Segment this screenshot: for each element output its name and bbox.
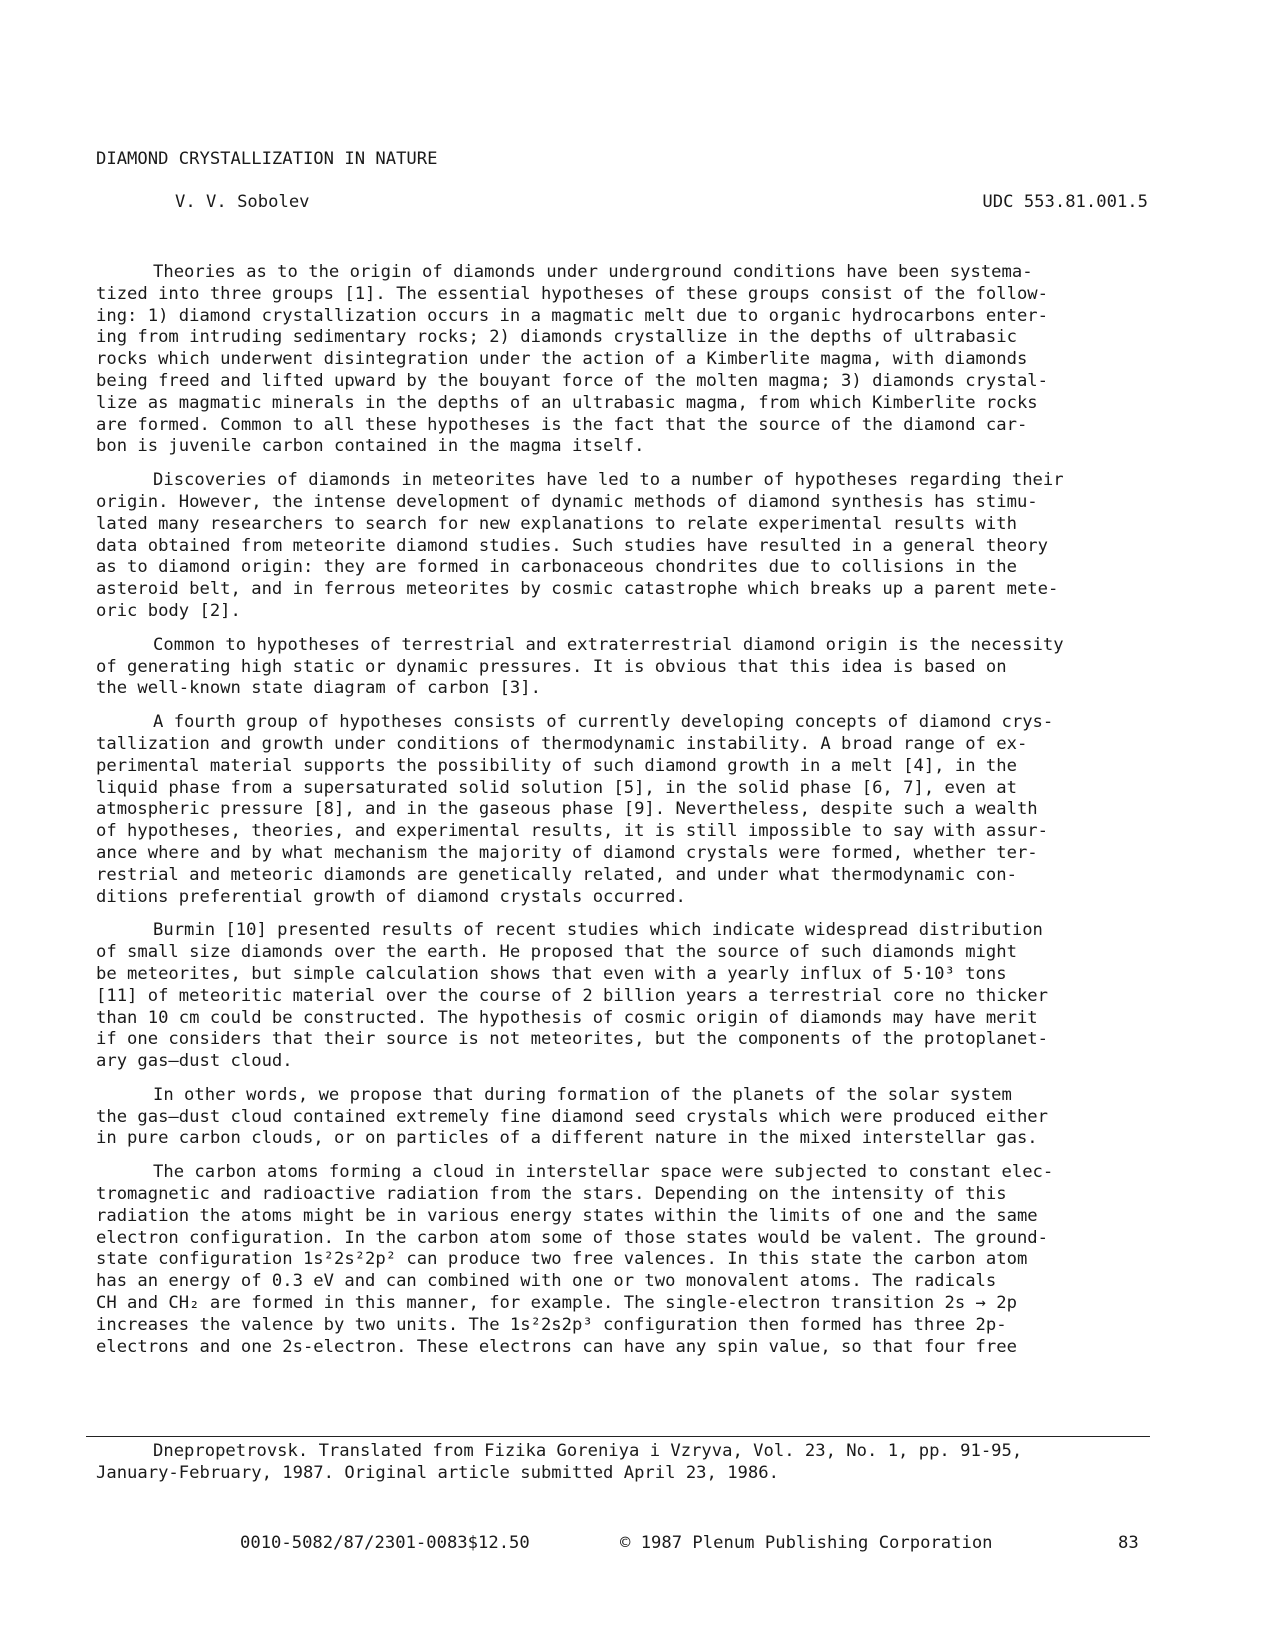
article-body (96, 262, 1188, 1370)
paragraph-7: The carbon atoms forming a cloud in interstellar space were subjected to constant elec- tromagnetic and radioactive radiation from the stars. Depending on the intensity of this radiation the atoms might be in various energy states within the limits of one and the same electron configuration. In the carbon atom some of those states would be valent. The ground- state configuration 1s²2s²2p² can produce two free valences. In this state the carbon atom has an energy of 0.3 eV and can combined with one or two monovalent atoms. The radicals CH and CH₂ are formed in this manner, for example. The single-electron transition 2s → 2p increases the valence by two units. The 1s²2s2p³ configuration then formed has three 2p- electrons and one 2s-electron. These electrons can have any spin value, so that four free (96, 1162, 1054, 1357)
paragraph-5: Burmin [10] presented results of recent studies which indicate widespread distribution of small size diamonds over the earth. He proposed that the source of such diamonds might be meteorites, but simple calculation shows that even with a yearly influx of 5·10³ tons [11] of meteoritic material over the course of 2 billion years a terrestrial core no thicker than 10 cm could be constructed. The hypothesis of cosmic origin of diamonds may have merit if one considers that their source is not meteorites, but the components of the protoplanet- ary gas—dust cloud. (96, 920, 1048, 1072)
author-name: V. V. Sobolev (175, 192, 310, 212)
footnote-divider (86, 1436, 1150, 1437)
copyright-notice: © 1987 Plenum Publishing Corporation (620, 1533, 993, 1553)
udc-code: UDC 553.81.001.5 (982, 192, 1148, 212)
paragraph-2: Discoveries of diamonds in meteorites have led to a number of hypotheses regarding their origin. However, the intense development of dynamic methods of diamond synthesis has stimu- lated many researchers to search for new explanations to relate experimental results with data obtained from meteorite diamond studies. Such studies have resulted in a general theory as to diamond origin: they are formed in carbonaceous chondrites due to collisions in the asteroid belt, and in ferrous meteorites by cosmic catastrophe which breaks up a parent mete- oric body [2]. (96, 470, 1064, 621)
paragraph-6: In other words, we propose that during formation of the planets of the solar system the gas—dust cloud contained extremely fine diamond seed crystals which were produced either in pure carbon clouds, or on particles of a different nature in the mixed interstellar gas. (96, 1084, 1048, 1149)
footnote: Dnepropetrovsk. Translated from Fizika Goreniya i Vzryva, Vol. 23, No. 1, pp. 91-95, January-February, 1987. Original article submitted April 23, 1986. (96, 1441, 1023, 1483)
page-number: 83 (1118, 1533, 1139, 1553)
article-title: DIAMOND CRYSTALLIZATION IN NATURE (96, 149, 438, 169)
issn-code: 0010-5082/87/2301-0083$12.50 (240, 1533, 530, 1553)
paragraph-1: Theories as to the origin of diamonds under underground conditions have been systema- tized into three groups [1]. The essential hypotheses of these groups consist of the follow- ing: 1) diamond crystallization occurs in a magmatic melt due to organic hydrocarbons enter- ing from intruding sedimentary rocks; 2) diamonds crystallize in the depths of ultrabasic rocks which underwent disintegration under the action of a Kimberlite magma, with diamonds being freed and lifted upward by the bouyant force of the molten magma; 3) diamonds crystal- lize as magmatic minerals in the depths of an ultrabasic magma, from which Kimberlite rocks are formed. Common to all these hypotheses is the fact that the source of the diamond car- bon is juvenile carbon contained in the magma itself. (96, 262, 1048, 457)
paragraph-4: A fourth group of hypotheses consists of currently developing concepts of diamond crys- tallization and growth under conditions of thermodynamic instability. A broad range of ex- perimental material supports the possibility of such diamond growth in a melt [4], in the liquid phase from a supersaturated solid solution [5], in the solid phase [6, 7], even at atmospheric pressure [8], and in the gaseous phase [9]. Nevertheless, despite such a wealth of hypotheses, theories, and experimental results, it is still impossible to say with assur- ance where and by what mechanism the majority of diamond crystals were formed, whether ter- restrial and meteoric diamonds are genetically related, and under what thermodynamic con- ditions preferential growth of diamond crystals occurred. (96, 712, 1054, 907)
paragraph-3: Common to hypotheses of terrestrial and extraterrestrial diamond origin is the necessity of generating high static or dynamic pressures. It is obvious that this idea is based on the well-known state diagram of carbon [3]. (96, 634, 1064, 699)
